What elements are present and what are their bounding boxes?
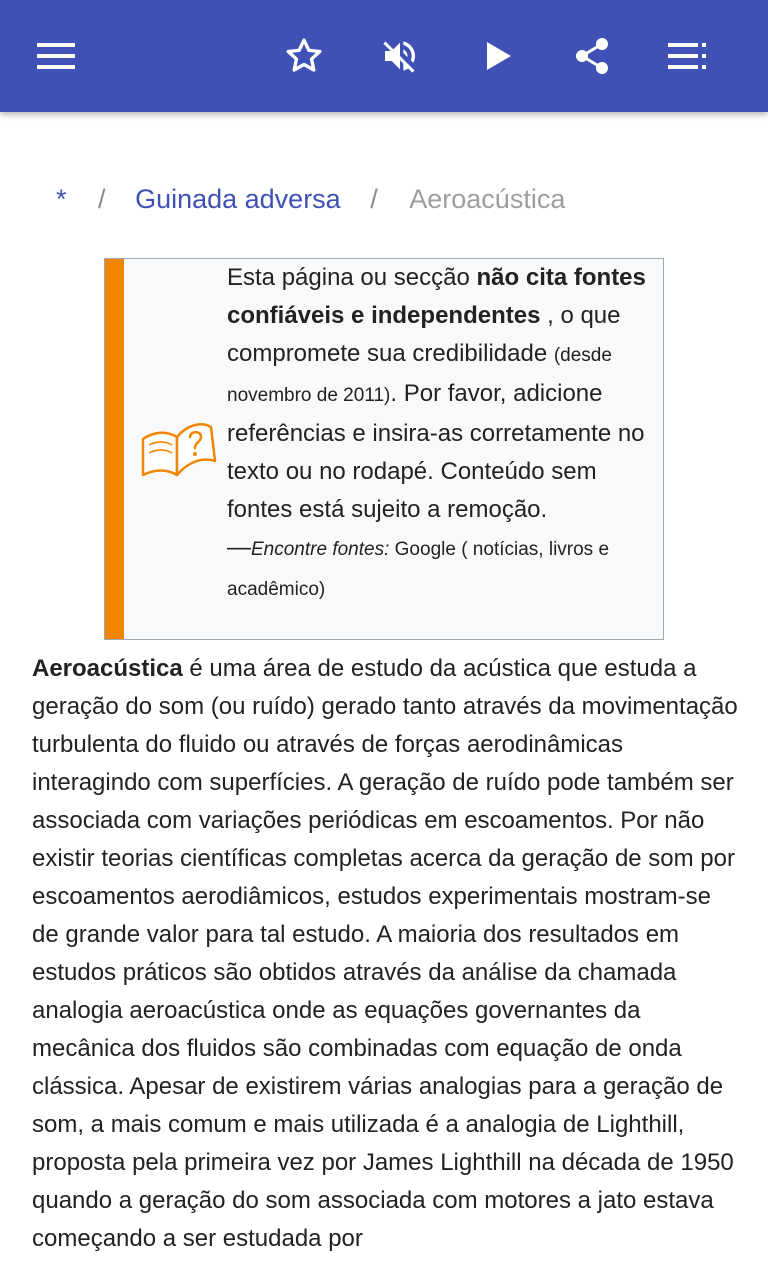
breadcrumb-current: Aeroacústica — [409, 184, 566, 214]
notice-rest: . Por favor, adicione referências e insira-as corretamente no texto ou no rodapé. Conteúdo sem fontes está sujeito a remoção. — [227, 380, 645, 523]
unsourced-notice-box — [104, 258, 664, 640]
hamburger-menu-icon — [37, 43, 75, 69]
playlist-button[interactable] — [660, 28, 716, 84]
star-outline-icon — [284, 36, 324, 76]
article-body — [32, 650, 738, 1258]
article-term: Aeroacústica — [32, 655, 183, 682]
menu-button[interactable] — [28, 28, 84, 84]
share-button[interactable] — [564, 28, 620, 84]
favorite-button[interactable] — [276, 28, 332, 84]
notice-accent-bar — [105, 259, 124, 639]
mute-button[interactable] — [372, 28, 428, 84]
breadcrumb-root-link[interactable]: * — [56, 184, 67, 214]
play-button[interactable] — [470, 28, 526, 84]
notice-after-bold: , o que compromete sua credibilidade — [227, 302, 621, 367]
volume-off-icon — [380, 36, 420, 76]
notice-text — [227, 259, 657, 609]
find-sources-links[interactable]: Google ( notícias, livros e acadêmico) — [227, 539, 610, 600]
breadcrumb — [56, 178, 565, 220]
playlist-icon — [668, 43, 708, 69]
play-icon — [483, 40, 513, 72]
book-question-icon — [139, 417, 217, 479]
share-icon — [572, 36, 612, 76]
notice-date: (desde novembro de 2011) — [227, 345, 612, 406]
breadcrumb-separator: / — [98, 184, 106, 214]
notice-intro: Esta página ou secção — [227, 264, 477, 291]
breadcrumb-separator: / — [370, 184, 378, 214]
find-sources-label: Encontre fontes: — [251, 539, 390, 560]
notice-bold-text: não cita fontes confiáveis e independentes — [227, 264, 646, 329]
notice-dash: — — [227, 534, 251, 561]
breadcrumb-parent-link[interactable]: Guinada adversa — [135, 184, 341, 214]
article-paragraph: é uma área de estudo da acústica que estuda a geração do som (ou ruído) gerado tanto através da movimentação turbulenta do fluido ou através de forças aerodinâmicas interagindo com superfícies. A geração de ruído pode também ser associada com variações periódicas em escoamentos. Por não existir teorias científicas completas acerca da geração de som por escoamentos aerodiâmicos, estudos experimentais mostram-se de grande valor para tal estudo. A maioria dos resultados em estudos práticos são obtidos através da análise da chamada analogia aeroacústica onde as equações governantes da mecânica dos fluidos são combinadas com equação de onda clássica. Apesar de existirem várias analogias para a geração de som, a mais comum e mais utilizada é a analogia de Lighthill, proposta pela primeira vez por James Lighthill na década de 1950 quando a geração do som associada com motores a jato estava começando a ser estudada por — [32, 655, 738, 1252]
app-toolbar — [0, 0, 768, 112]
